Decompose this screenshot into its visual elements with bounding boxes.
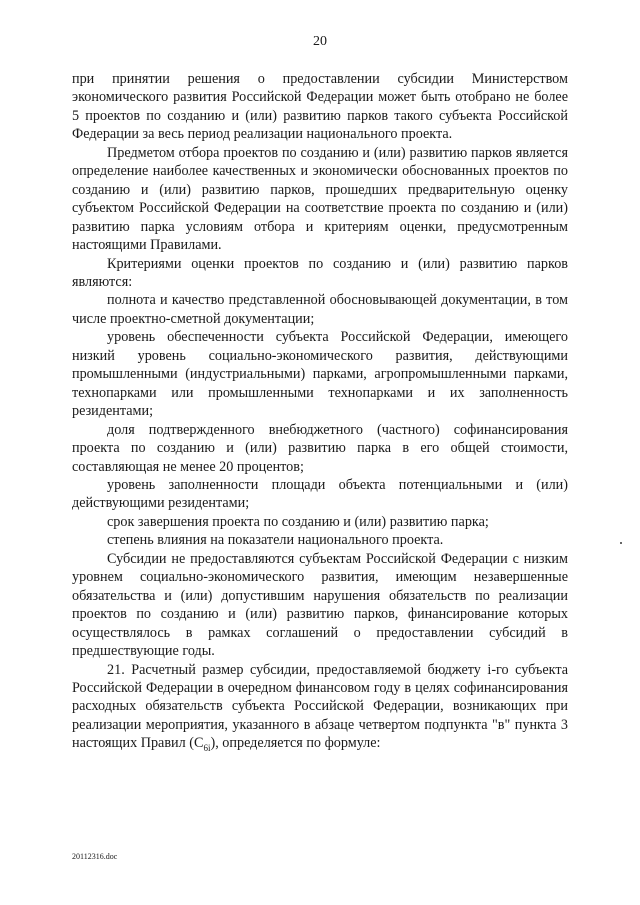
paragraph-tail: ), определяется по формуле: <box>210 735 381 752</box>
paragraph: срок завершения проекта по созданию и (или) развитию парка; <box>107 513 489 530</box>
paragraph: Субсидии не предоставляются субъектам Российской Федерации с низким уровнем социально-экономического развития, имеющим незавершенные обязательства и (или) допустившим нарушения обязательств по реализации проектов по созданию и (или) развитию парков, финансирование которых осуществлялось в рамках соглашений о предоставлении субсидий в предшествующие годы. <box>72 550 568 660</box>
symbol-subscript: 6i <box>203 743 211 754</box>
paragraph: доля подтвержденного внебюджетного (частного) софинансирования проекта по созданию и (или) развитию парка в его общей стоимости, составляющая не менее 20 процентов; <box>72 421 568 475</box>
page-number: 20 <box>313 34 327 49</box>
paragraph: Критериями оценки проектов по созданию и (или) развитию парков являются: <box>72 255 568 290</box>
footer-filename: 20112316.doc <box>72 852 118 861</box>
paragraph: полнота и качество представленной обосновывающей документации, в том числе проектно-сметной документации; <box>72 292 568 327</box>
paragraph: уровень заполненности площади объекта потенциальными и (или) действующими резидентами; <box>72 476 568 512</box>
margin-mark <box>620 542 622 544</box>
paragraph: степень влияния на показатели национального проекта. <box>107 532 444 549</box>
document-body <box>72 70 568 753</box>
paragraph-formula-intro <box>72 661 568 753</box>
paragraph: уровень обеспеченности субъекта Российской Федерации, имеющего низкий уровень социально-экономического развития, действующими промышленными (индустриальными) парками, агропромышленными парками, технопарками или промышленными технопарками и их заполненность резидентами; <box>72 329 568 420</box>
paragraph: Предметом отбора проектов по созданию и (или) развитию парков является определение наиболее качественных и экономически обоснованных проектов по созданию и (или) развитию парков, прошедших предварительную оценку субъектом Российской Федерации на соответствие проекта по созданию и (или) развитию парка условиям отбора и критериям оценки, предусмотренным настоящими Правилами. <box>72 144 568 254</box>
paragraph: при принятии решения о предоставлении субсидии Министерством экономического развития Российской Федерации может быть отобрано не более 5 проектов по созданию и (или) развитию парков такого субъекта Российской Федерации за весь период реализации национального проекта. <box>72 71 568 143</box>
paragraph-text: 21. Расчетный размер субсидии, предоставляемой бюджету i-го субъекта Российской Федерации в очередном финансовом году в целях софинансирования расходных обязательств субъекта Российской Федерации, возникающих при реализации мероприятия, указанного в абзаце четвертом подпункта "в" пункта 3 настоящих Правил (С <box>72 661 568 752</box>
